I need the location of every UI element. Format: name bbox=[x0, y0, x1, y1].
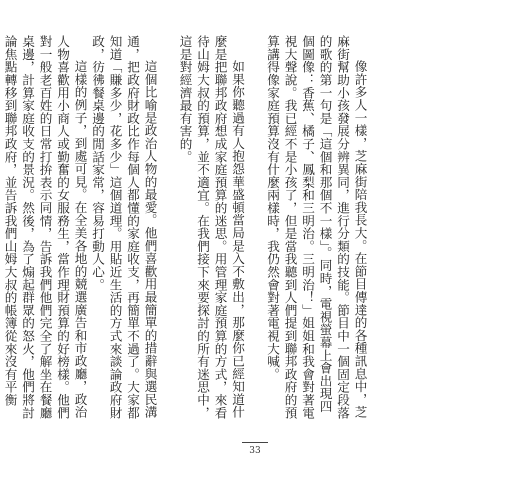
paragraph-2: 如果你聽過有人抱怨華盛頓當局是入不敷出，那麼你已經知道什麼是把聯邦政府想成家庭預算的迷思。用管理家庭預算的方式，來看待山姆大叔的預算，並不適宜。在我們接下來要探討的所有迷思中，這是對經濟最有害的。 bbox=[177, 35, 245, 419]
vertical-text-body bbox=[0, 35, 386, 419]
paragraph-3: 這個比喻是政治人物的最愛。他們喜歡用最簡單的措辭與選民溝通，把政府財政比作每個人都懂的家庭收支，再簡單不過了。大家都知道「賺多少，花多少」這個道理。用貼近生活的方式來談論政府財政，彷彿餐桌邊的閒話家常，容易打動人心。 bbox=[90, 35, 158, 419]
paragraph-4: 這樣的例子，到處可見。在全美各地的競選廣告和市政廳，政治人物喜歡用小商人或勤奮的女服務生，當作理財預算的好榜樣。他們對一般老百姓的日常打拚表示同情，告訴我們他們完全了解坐在餐廳桌邊，計算家庭收支的景況。然後，為了煽起群眾的怒火，他們將討論焦點轉移到聯邦政府，並告訴我們山姆大叔的帳簿從來沒有平衡 bbox=[2, 35, 88, 419]
page-number: 33 bbox=[249, 446, 261, 456]
paragraph-1: 像許多人一樣，芝麻街陪我長大。在節目傳達的各種訊息中，芝麻街幫助小孩發展分辨異同，進行分類的技能。節目中一個固定段落的歌的第一句是「這個和那個不一樣」。同時，電視螢幕上會出現四個圖像：香蕉、橘子、鳳梨和三明治。三明治！」姐姐和我會對著電視大聲說。我已經不是小孩了，但是當我聽到人們提到聯邦政府的預算講得像家庭預算沒有什麼兩樣時，我仍然會對著電視大喊。 bbox=[265, 35, 368, 419]
page-number-rule bbox=[242, 442, 268, 443]
